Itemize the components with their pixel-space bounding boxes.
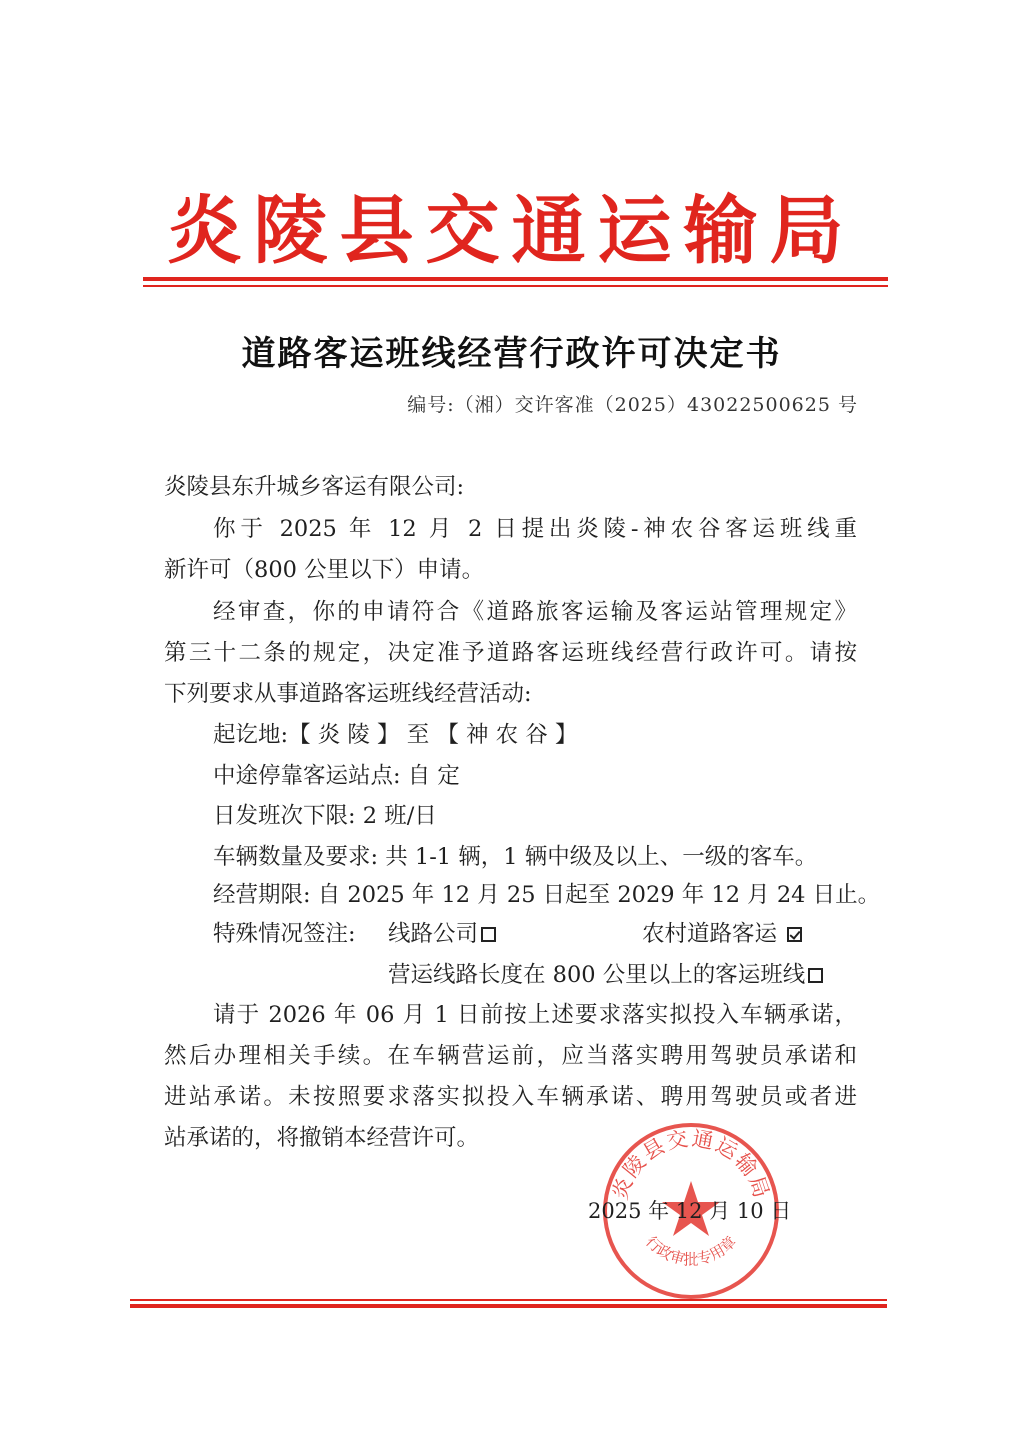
paragraph-2-line-1: 经审查，你的申请符合《道路旅客运输及客运站管理规定》 bbox=[213, 599, 857, 625]
line-company-checkbox[interactable] bbox=[481, 927, 496, 942]
option-line-company-label: 线路公司 bbox=[388, 921, 479, 947]
paragraph-3-line-3: 进站承诺。未按照要求落实拟投入车辆承诺、聘用驾驶员或者进 bbox=[164, 1084, 857, 1110]
option-line-company bbox=[388, 919, 496, 949]
paragraph-2-line-2: 第三十二条的规定，决定准予道路客运班线经营行政许可。请按 bbox=[164, 640, 857, 666]
option-rural bbox=[642, 919, 802, 949]
footer-rule-thick bbox=[130, 1304, 887, 1308]
seal-top-text: 炎陵县交通运输局 bbox=[607, 1126, 775, 1203]
vehicles-line: 车辆数量及要求: 共 1-1 辆，1 辆中级及以上、一级的客车。 bbox=[213, 844, 818, 870]
footer-rule-thin bbox=[130, 1299, 887, 1301]
document-number: 编号:（湘）交许客准（2025）43022500625 号 bbox=[407, 394, 858, 416]
issuer-header: 炎陵县交通运输局 bbox=[167, 188, 856, 274]
paragraph-2-line-3: 下列要求从事道路客运班线经营活动: bbox=[164, 681, 532, 707]
daily-trips-line: 日发班次下限: 2 班/日 bbox=[213, 803, 437, 829]
option-long-route-label: 营运线路长度在 800 公里以上的客运班线 bbox=[388, 962, 806, 988]
paragraph-3-line-1: 请于 2026 年 06 月 1 日前按上述要求落实拟投入车辆承诺， bbox=[213, 1002, 857, 1028]
seal-bottom-text: 行政审批专用章 bbox=[642, 1232, 740, 1269]
document-title: 道路客运班线经营行政许可决定书 bbox=[241, 334, 782, 374]
paragraph-3-line-2: 然后办理相关手续。在车辆营运前，应当落实聘用驾驶员承诺和 bbox=[164, 1043, 857, 1069]
recipient: 炎陵县东升城乡客运有限公司: bbox=[164, 474, 465, 500]
rural-checkbox[interactable] bbox=[787, 927, 802, 942]
option-rural-label: 农村道路客运 bbox=[642, 921, 778, 947]
period-line: 经营期限: 自 2025 年 12 月 25 日起至 2029 年 12 月 24 日止。 bbox=[213, 882, 881, 908]
long-route-checkbox[interactable] bbox=[808, 968, 823, 983]
route-line: 起讫地:【 炎 陵 】 至 【 神 农 谷 】 bbox=[213, 722, 578, 748]
paragraph-3-line-4: 站承诺的，将撤销本经营许可。 bbox=[164, 1125, 480, 1151]
paragraph-1-line-1: 你于 2025 年 12 月 2 日提出炎陵-神农谷客运班线重 bbox=[213, 516, 857, 542]
issue-date: 2025 年 12 月 10 日 bbox=[588, 1199, 792, 1223]
header-rule-thick bbox=[143, 277, 888, 281]
paragraph-1-line-2: 新许可（800 公里以下）申请。 bbox=[164, 557, 485, 583]
header-rule-thin bbox=[143, 285, 888, 287]
special-notes-label: 特殊情况签注: bbox=[213, 921, 356, 947]
stops-line: 中途停靠客运站点: 自 定 bbox=[213, 763, 460, 789]
option-long-route bbox=[388, 960, 823, 990]
